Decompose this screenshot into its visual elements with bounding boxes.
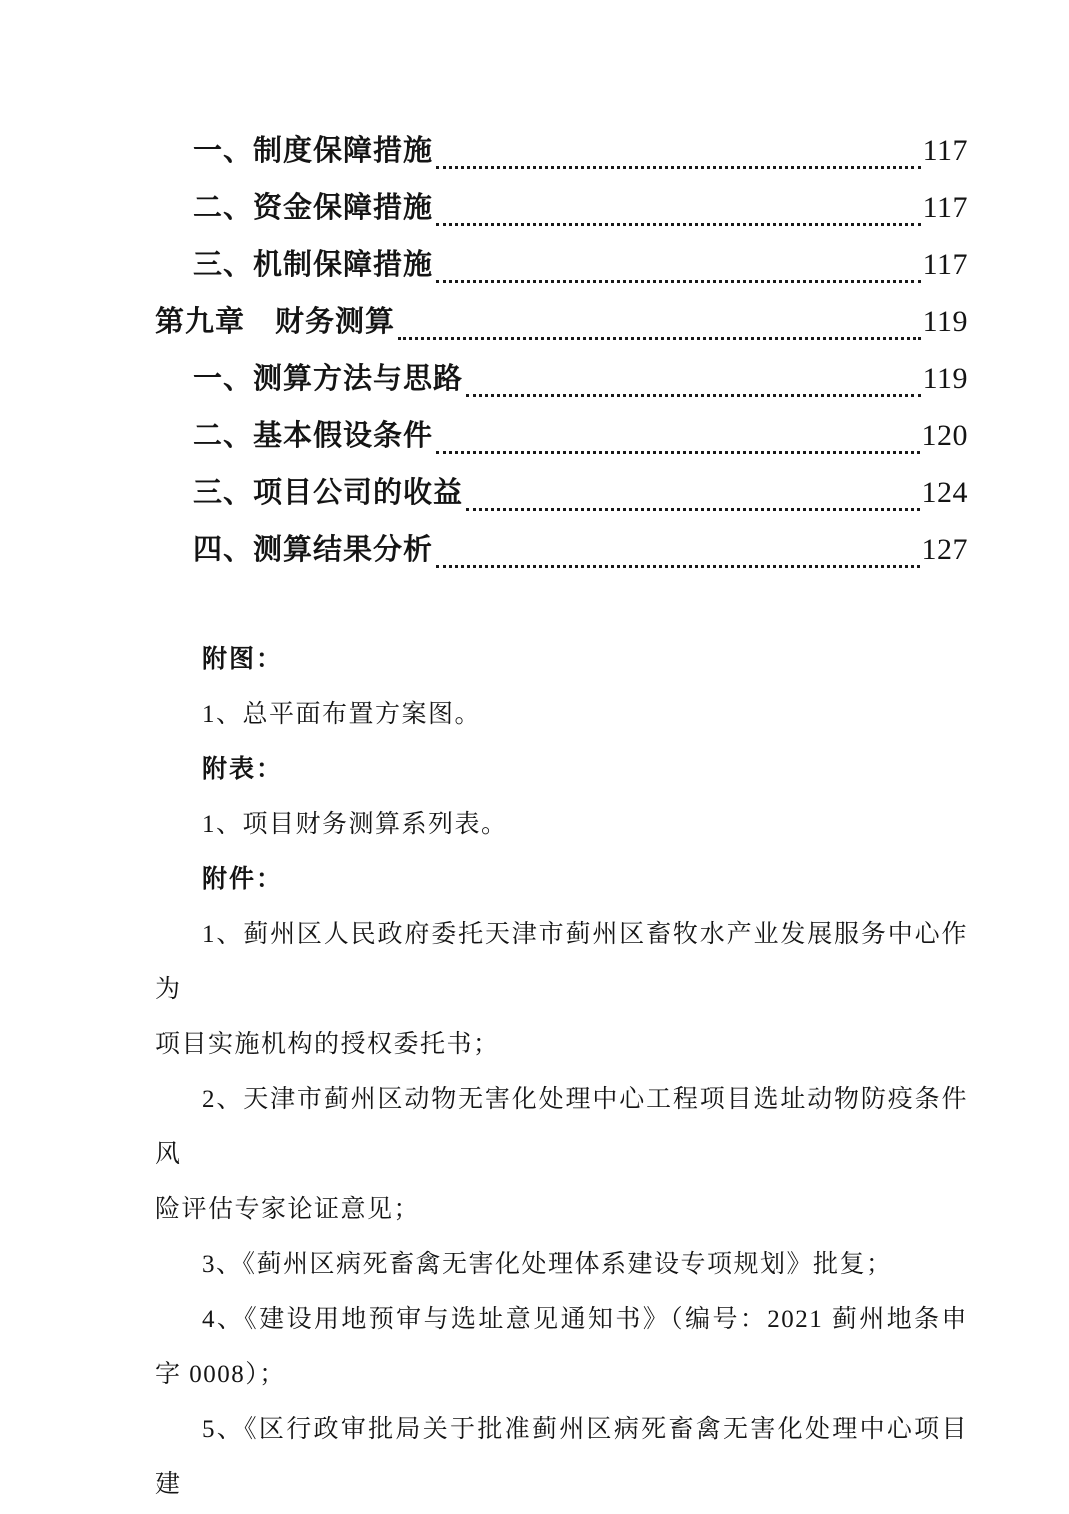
dot-leader: [466, 508, 919, 511]
attachment-line: 2、天津市蓟州区动物无害化处理中心工程项目选址动物防疫条件风: [155, 1086, 968, 1168]
attachment-line: 项目实施机构的授权委托书；: [155, 1031, 500, 1058]
toc-entry-label: 三、机制保障措施: [193, 249, 434, 281]
appendix-section: [155, 632, 968, 1512]
attachment-line: 字 0008）；: [155, 1361, 286, 1388]
toc-entry: [155, 527, 968, 584]
toc-page-number: 117: [922, 248, 968, 281]
toc-entry-chapter: [155, 299, 968, 356]
toc-section: [155, 128, 968, 584]
dot-leader: [436, 280, 921, 283]
toc-entry-label: 第九章 财务测算: [155, 306, 396, 338]
toc-entry: [155, 242, 968, 299]
dot-leader: [398, 337, 921, 340]
toc-entry: [155, 185, 968, 242]
attachment-line: 5、《区行政审批局关于批准蓟州区病死畜禽无害化处理中心项目建: [155, 1416, 968, 1498]
figure-item: 1、总平面布置方案图。: [202, 701, 482, 728]
toc-page-number: 127: [921, 533, 968, 566]
figures-heading: 附图：: [202, 646, 284, 673]
attachment-line: 1、蓟州区人民政府委托天津市蓟州区畜牧水产业发展服务中心作为: [155, 921, 968, 1003]
toc-entry-label: 四、测算结果分析: [193, 534, 434, 566]
toc-entry: [155, 413, 968, 470]
toc-entry: [155, 470, 968, 527]
attachment-line: 4、《建设用地预审与选址意见通知书》（编号：2021 蓟州地条申: [202, 1306, 968, 1333]
toc-entry-label: 二、资金保障措施: [193, 192, 434, 224]
dot-leader: [466, 394, 921, 397]
dot-leader: [436, 565, 919, 568]
attachments-heading: 附件：: [202, 866, 284, 893]
toc-entry-label: 二、基本假设条件: [193, 420, 434, 452]
tables-heading: 附表：: [202, 756, 284, 783]
toc-entry: [155, 356, 968, 413]
table-item: 1、项目财务测算系列表。: [202, 811, 508, 838]
dot-leader: [436, 223, 921, 226]
toc-page-number: 120: [921, 419, 968, 452]
toc-entry-label: 三、项目公司的收益: [193, 477, 464, 509]
attachment-line: 3、《蓟州区病死畜禽无害化处理体系建设专项规划》批复；: [202, 1251, 893, 1278]
toc-page-number: 124: [921, 476, 968, 509]
toc-entry-label: 一、测算方法与思路: [193, 363, 464, 395]
toc-page-number: 119: [922, 362, 968, 395]
toc-entry: [155, 128, 968, 185]
toc-page-number: 119: [922, 305, 968, 338]
attachment-line: 险评估专家论证意见；: [155, 1196, 421, 1223]
toc-page-number: 117: [922, 134, 968, 167]
dot-leader: [436, 451, 919, 454]
toc-entry-label: 一、制度保障措施: [193, 135, 434, 167]
dot-leader: [436, 166, 921, 169]
toc-page-number: 117: [922, 191, 968, 224]
